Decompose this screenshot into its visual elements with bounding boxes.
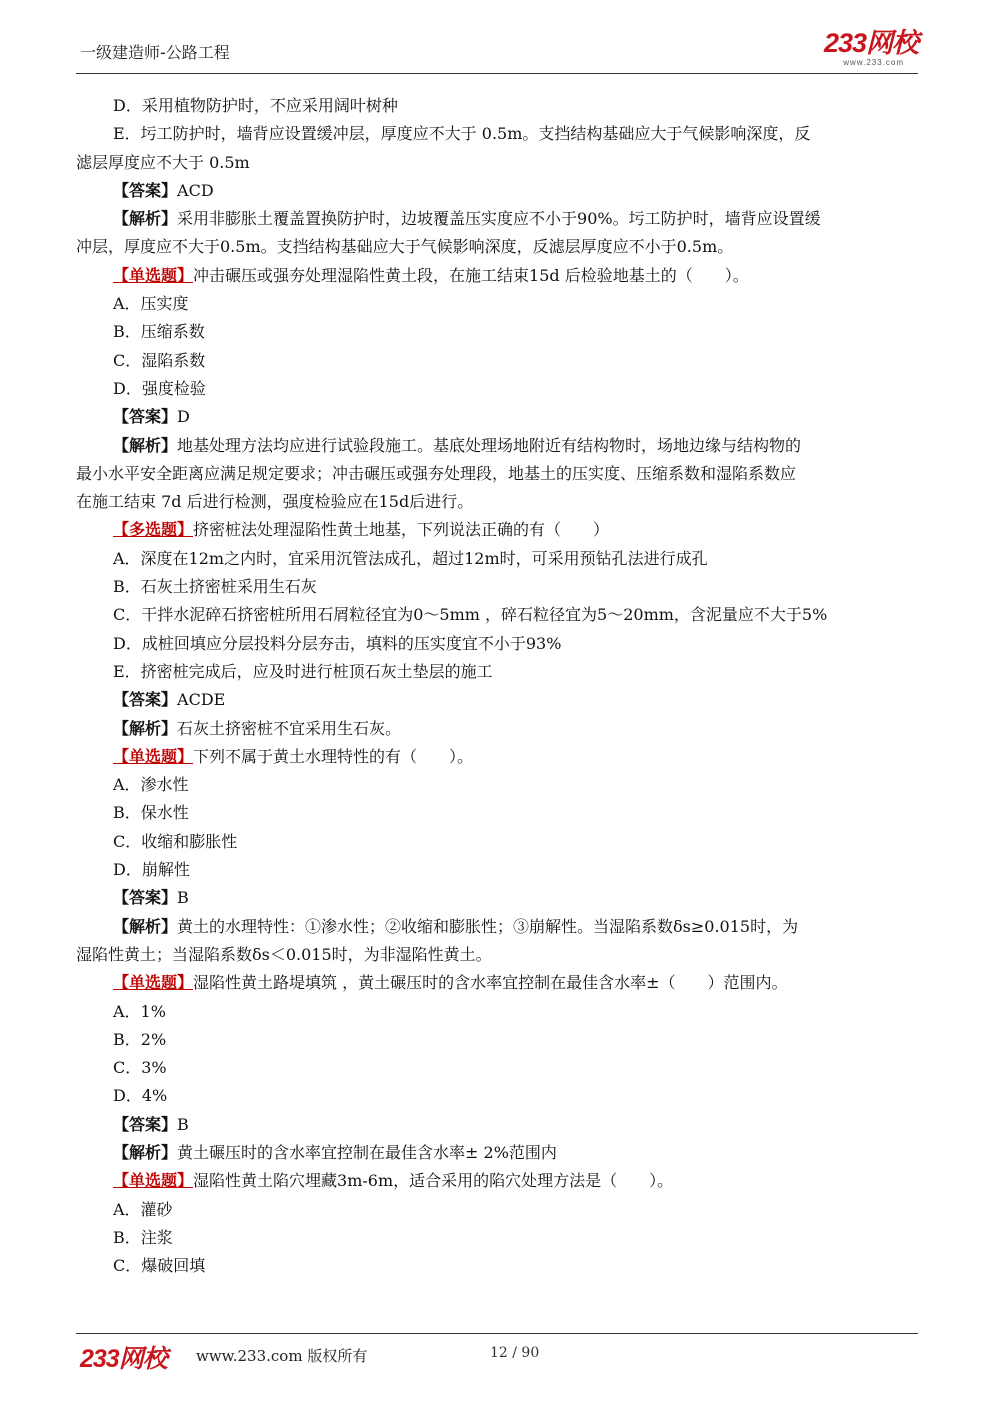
line-text: 滤层厚度应不大于 0.5m <box>76 152 250 172</box>
text-line <box>76 149 928 177</box>
line-text: C．收缩和膨胀性 <box>113 831 238 851</box>
answer-label: 【解析】 <box>113 209 178 229</box>
page-header <box>76 28 918 74</box>
answer-line <box>76 1111 928 1139</box>
line-text: 黄土的水理特性：①渗水性；②收缩和膨胀性；③崩解性。当湿陷系数δs≥0.015时，为 <box>177 916 799 936</box>
text-line <box>76 828 928 856</box>
text-line <box>76 290 928 318</box>
text-line <box>76 573 928 601</box>
line-text: B <box>177 1114 189 1134</box>
line-text: E．圬工防护时，墙背应设置缓冲层，厚度应不大于 0.5m。支挡结构基础应大于气候影响深度，反 <box>113 124 811 144</box>
answer-label: 【解析】 <box>113 718 178 738</box>
question-line <box>76 743 928 771</box>
text-line <box>76 941 928 969</box>
header-divider <box>76 73 918 74</box>
question-type-label: 【单选题】 <box>113 973 194 993</box>
text-line <box>76 799 928 827</box>
line-text: 石灰土挤密桩不宜采用生石灰。 <box>177 718 402 738</box>
line-text: D <box>177 407 190 427</box>
text-line <box>76 488 928 516</box>
answer-line <box>76 884 928 912</box>
answer-line <box>76 432 928 460</box>
footer-copyright: www.233.com 版权所有 <box>196 1347 368 1365</box>
question-type-label: 【多选题】 <box>113 520 194 540</box>
answer-line <box>76 403 928 431</box>
line-text: C．湿陷系数 <box>113 350 206 370</box>
text-line <box>76 1224 928 1252</box>
answer-label: 【答案】 <box>113 1114 178 1134</box>
line-text: ACD <box>177 180 214 200</box>
line-text: D．强度检验 <box>113 378 206 398</box>
line-text: A．1% <box>113 1001 166 1021</box>
question-type-label: 【单选题】 <box>113 1171 194 1191</box>
line-text: 最小水平安全距离应满足规定要求；冲击碾压或强夯处理段，地基土的压实度、压缩系数和湿陷系数应 <box>76 463 797 483</box>
answer-label: 【答案】 <box>113 180 178 200</box>
text-line <box>76 601 928 629</box>
line-text: A．压实度 <box>113 294 189 314</box>
text-line <box>76 630 928 658</box>
line-text: 在施工结束 7d 后进行检测，强度检验应在15d后进行。 <box>76 492 474 512</box>
brand-logo <box>824 28 918 67</box>
question-type-label: 【单选题】 <box>113 746 194 766</box>
text-line <box>76 1196 928 1224</box>
line-text: 地基处理方法均应进行试验段施工。基底处理场地附近有结构物时，场地边缘与结构物的 <box>177 435 802 455</box>
page-footer <box>76 1333 918 1373</box>
question-line <box>76 969 928 997</box>
line-text: D．崩解性 <box>113 860 190 880</box>
line-text: 挤密桩法处理湿陷性黄土地基，下列说法正确的有（ ） <box>193 520 610 540</box>
answer-label: 【解析】 <box>113 1142 178 1162</box>
text-line <box>76 375 928 403</box>
text-line <box>76 233 928 261</box>
line-text: C．爆破回填 <box>113 1256 206 1276</box>
brand-logo-text: 233网校 <box>823 28 918 58</box>
text-line <box>76 856 928 884</box>
question-type-label: 【单选题】 <box>113 265 194 285</box>
header-title: 一级建造师-公路工程 <box>80 43 230 62</box>
line-text: D．成桩回填应分层投料分层夯击，填料的压实度宜不小于93% <box>113 633 562 653</box>
footer-logo: 233网校 <box>80 1345 167 1373</box>
footer-divider <box>76 1333 918 1334</box>
line-text: D．采用植物防护时，不应采用阔叶树种 <box>113 96 398 115</box>
text-line <box>76 545 928 573</box>
text-line <box>76 460 928 488</box>
line-text: D．4% <box>113 1086 168 1106</box>
line-text: B．压缩系数 <box>113 322 205 342</box>
line-text: 湿陷性黄土；当湿陷系数δs＜0.015时，为非湿陷性黄土。 <box>76 944 492 964</box>
text-line <box>76 1054 928 1082</box>
line-text: A．灌砂 <box>113 1199 173 1219</box>
page-number: 12 / 90 <box>490 1345 540 1361</box>
line-text: 冲击碾压或强夯处理湿陷性黄土段，在施工结束15d 后检验地基土的（ ）。 <box>193 265 749 285</box>
answer-line <box>76 715 928 743</box>
answer-label: 【解析】 <box>113 435 178 455</box>
text-line <box>76 771 928 799</box>
answer-label: 【解析】 <box>113 916 178 936</box>
text-line <box>76 658 928 686</box>
line-text: 冲层，厚度应不大于0.5m。支挡结构基础应大于气候影响深度，反滤层厚度应不小于0.5m。 <box>76 237 734 257</box>
answer-line <box>76 1139 928 1167</box>
answer-label: 【答案】 <box>113 407 178 427</box>
question-line <box>76 1167 928 1195</box>
document-body <box>76 92 928 1280</box>
text-line <box>76 1252 928 1280</box>
text-line <box>76 318 928 346</box>
line-text: 湿陷性黄土路堤填筑 ，黄土碾压时的含水率宜控制在最佳含水率±（ ）范围内。 <box>193 973 788 993</box>
line-text: A．渗水性 <box>113 775 189 795</box>
brand-logo-url: www.233.com <box>843 58 904 67</box>
text-line <box>76 347 928 375</box>
line-text: 黄土碾压时的含水率宜控制在最佳含水率± 2%范围内 <box>177 1142 557 1162</box>
text-line <box>76 998 928 1026</box>
text-line <box>76 120 928 148</box>
text-line <box>76 1026 928 1054</box>
line-text: 湿陷性黄土陷穴埋藏3m-6m，适合采用的陷穴处理方法是（ ）。 <box>193 1171 674 1191</box>
line-text: C．3% <box>113 1058 167 1078</box>
question-line <box>76 262 928 290</box>
answer-line <box>76 686 928 714</box>
line-text: A．深度在12m之内时，宜采用沉管法成孔，超过12m时，可采用预钻孔法进行成孔 <box>113 548 708 568</box>
text-line <box>76 1082 928 1110</box>
answer-label: 【答案】 <box>113 888 178 908</box>
line-text: B．2% <box>113 1029 167 1049</box>
line-text: 下列不属于黄土水理特性的有（ ）。 <box>193 746 474 766</box>
question-line <box>76 516 928 544</box>
line-text: B．注浆 <box>113 1227 173 1247</box>
line-text: E．挤密桩完成后，应及时进行桩顶石灰土垫层的施工 <box>113 661 493 681</box>
answer-line <box>76 913 928 941</box>
line-text: C．干拌水泥碎石挤密桩所用石屑粒径宜为0～5mm ，碎石粒径宜为5～20mm，含泥量应不大于5% <box>113 605 828 625</box>
line-text: 采用非膨胀土覆盖置换防护时，边坡覆盖压实度应不小于90%。圬工防护时，墙背应设置缓 <box>177 209 821 229</box>
answer-line <box>76 205 928 233</box>
answer-line <box>76 177 928 205</box>
answer-label: 【答案】 <box>113 690 178 710</box>
line-text: B <box>177 888 189 908</box>
line-text: ACDE <box>177 690 226 710</box>
text-line <box>76 92 928 120</box>
line-text: B．石灰土挤密桩采用生石灰 <box>113 577 317 597</box>
line-text: B．保水性 <box>113 803 189 823</box>
